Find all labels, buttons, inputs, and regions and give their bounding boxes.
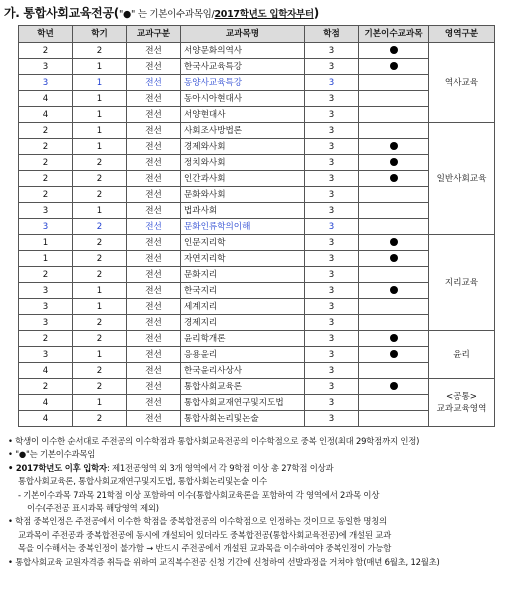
- year-cell: 2: [19, 43, 73, 59]
- table-header-row: [19, 26, 495, 43]
- type-cell: 전선: [127, 235, 181, 251]
- semester-cell: 1: [73, 203, 127, 219]
- table-row: [19, 75, 495, 91]
- semester-cell: 1: [73, 123, 127, 139]
- semester-cell: 2: [73, 43, 127, 59]
- credit-cell: 3: [305, 235, 359, 251]
- core-dot-icon: [390, 142, 398, 150]
- type-cell: 전선: [127, 139, 181, 155]
- credit-cell: 3: [305, 107, 359, 123]
- year-cell: 1: [19, 251, 73, 267]
- core-course-cell: [359, 75, 429, 91]
- credit-cell: 3: [305, 171, 359, 187]
- core-course-cell: [359, 59, 429, 75]
- table-row: [19, 59, 495, 75]
- note-5-line2: 교과목이 주전공과 중복합전공에 동시에 개설되어 있더라도 중복합전공(통합사회교육전공)에 개설된 교과: [18, 529, 392, 540]
- type-cell: 전선: [127, 187, 181, 203]
- course-name-cell: 한국윤리사상사: [181, 363, 305, 379]
- year-cell: 4: [19, 363, 73, 379]
- credit-cell: 3: [305, 347, 359, 363]
- credit-cell: 3: [305, 59, 359, 75]
- type-cell: 전선: [127, 107, 181, 123]
- core-course-cell: [359, 363, 429, 379]
- year-cell: 2: [19, 123, 73, 139]
- semester-cell: 2: [73, 411, 127, 427]
- semester-cell: 2: [73, 187, 127, 203]
- course-name-cell: 통합사회교육론: [181, 379, 305, 395]
- semester-cell: 1: [73, 395, 127, 411]
- year-cell: 3: [19, 299, 73, 315]
- credit-cell: 3: [305, 155, 359, 171]
- core-course-cell: [359, 299, 429, 315]
- course-name-cell: 경제와사회: [181, 139, 305, 155]
- semester-cell: 1: [73, 91, 127, 107]
- note-3-bold: • 2017학년도 이후 입학자: [8, 462, 107, 473]
- year-cell: 2: [19, 155, 73, 171]
- note-2: • "●"는 기본이수과목임: [8, 449, 96, 460]
- table-row: [19, 235, 495, 251]
- table-row: [19, 203, 495, 219]
- note-1: • 학생이 이수한 순서대로 주전공의 이수학점과 통합사회교육전공의 이수학점으로 중복 인정(최대 29학점까지 인정): [8, 436, 420, 446]
- core-course-cell: [359, 347, 429, 363]
- course-table: [18, 25, 495, 427]
- header-type: 교과구분: [127, 26, 181, 43]
- credit-cell: 3: [305, 203, 359, 219]
- year-cell: 3: [19, 315, 73, 331]
- course-name-cell: 한국사교육특강: [181, 59, 305, 75]
- credit-cell: 3: [305, 43, 359, 59]
- core-course-cell: [359, 395, 429, 411]
- core-dot-icon: [390, 382, 398, 390]
- core-dot-icon: [390, 174, 398, 182]
- table-row: [19, 411, 495, 427]
- table-row: [19, 331, 495, 347]
- credit-cell: 3: [305, 363, 359, 379]
- core-course-cell: [359, 43, 429, 59]
- note-5-line3: 목을 이수해서는 중복인정이 불가함 → 반드시 주전공에서 개설된 교과목을 이수하여야 중복인정이 가능함: [18, 543, 392, 554]
- type-cell: 전선: [127, 379, 181, 395]
- course-name-cell: 인문지리학: [181, 235, 305, 251]
- course-name-cell: 정치와사회: [181, 155, 305, 171]
- year-cell: 4: [19, 411, 73, 427]
- credit-cell: 3: [305, 299, 359, 315]
- year-cell: 4: [19, 107, 73, 123]
- core-dot-icon: [390, 158, 398, 166]
- type-cell: 전선: [127, 155, 181, 171]
- semester-cell: 1: [73, 139, 127, 155]
- core-course-cell: [359, 123, 429, 139]
- table-row: [19, 139, 495, 155]
- core-dot-icon: [390, 286, 398, 294]
- year-cell: 2: [19, 267, 73, 283]
- type-cell: 전선: [127, 91, 181, 107]
- note-4-line2: 이수(주전공 표시과목 해당영역 제외): [27, 503, 159, 514]
- core-course-cell: [359, 331, 429, 347]
- year-cell: 3: [19, 347, 73, 363]
- year-cell: 3: [19, 219, 73, 235]
- table-row: [19, 299, 495, 315]
- credit-cell: 3: [305, 379, 359, 395]
- area-cell: 일반사회교육: [429, 123, 495, 235]
- type-cell: 전선: [127, 171, 181, 187]
- semester-cell: 2: [73, 219, 127, 235]
- course-name-cell: 서양문화의역사: [181, 43, 305, 59]
- core-dot-icon: [390, 254, 398, 262]
- course-name-cell: 응용윤리: [181, 347, 305, 363]
- header-semester: 학기: [73, 26, 127, 43]
- title-highlight: 2017학년도 입학자부터: [214, 9, 314, 20]
- course-name-cell: 윤리학개론: [181, 331, 305, 347]
- table-row: [19, 155, 495, 171]
- credit-cell: 3: [305, 331, 359, 347]
- core-dot-icon: [390, 350, 398, 358]
- year-cell: 3: [19, 59, 73, 75]
- area-cell: 윤리: [429, 331, 495, 379]
- core-course-cell: [359, 219, 429, 235]
- course-name-cell: 문화지리: [181, 267, 305, 283]
- note-3-rest: : 제1전공영역 외 3개 영역에서 각 9학점 이상 총 27학점 이상과: [106, 462, 334, 473]
- title-prefix: 가. 통합사회교육전공(: [4, 6, 119, 20]
- course-name-cell: 인간과사회: [181, 171, 305, 187]
- semester-cell: 2: [73, 379, 127, 395]
- table-row: [19, 43, 495, 59]
- note-3-line2: 통합사회교육론, 통합사회교재연구및지도법, 통합사회논리및논술 이수: [18, 476, 268, 487]
- core-course-cell: [359, 411, 429, 427]
- core-dot-icon: [390, 238, 398, 246]
- core-course-cell: [359, 203, 429, 219]
- core-dot-icon: [390, 334, 398, 342]
- year-cell: 2: [19, 331, 73, 347]
- year-cell: 3: [19, 203, 73, 219]
- semester-cell: 2: [73, 171, 127, 187]
- course-name-cell: 통합사회교재연구및지도법: [181, 395, 305, 411]
- credit-cell: 3: [305, 315, 359, 331]
- year-cell: 2: [19, 139, 73, 155]
- course-name-cell: 자연지리학: [181, 251, 305, 267]
- table-row: [19, 251, 495, 267]
- semester-cell: 1: [73, 75, 127, 91]
- semester-cell: 2: [73, 331, 127, 347]
- core-course-cell: [359, 235, 429, 251]
- core-course-cell: [359, 315, 429, 331]
- year-cell: 2: [19, 187, 73, 203]
- course-name-cell: 한국지리: [181, 283, 305, 299]
- title-note: 는 기본이수과목임/: [135, 9, 215, 20]
- core-course-cell: [359, 267, 429, 283]
- notes: [8, 435, 508, 569]
- type-cell: 전선: [127, 267, 181, 283]
- header-course-name: 교과목명: [181, 26, 305, 43]
- credit-cell: 3: [305, 91, 359, 107]
- header-year: 학년: [19, 26, 73, 43]
- year-cell: 2: [19, 379, 73, 395]
- core-course-cell: [359, 171, 429, 187]
- type-cell: 전선: [127, 331, 181, 347]
- core-course-cell: [359, 251, 429, 267]
- type-cell: 전선: [127, 283, 181, 299]
- table-row: [19, 187, 495, 203]
- course-name-cell: 문화인류학의이해: [181, 219, 305, 235]
- core-course-cell: [359, 187, 429, 203]
- area-cell: 지리교육: [429, 235, 495, 331]
- course-name-cell: 동양사교육특강: [181, 75, 305, 91]
- credit-cell: 3: [305, 75, 359, 91]
- course-name-cell: 법과사회: [181, 203, 305, 219]
- table-row: [19, 395, 495, 411]
- core-course-cell: [359, 155, 429, 171]
- header-credit: 학점: [305, 26, 359, 43]
- type-cell: 전선: [127, 251, 181, 267]
- year-cell: 3: [19, 75, 73, 91]
- header-core: 기본이수교과목: [359, 26, 429, 43]
- semester-cell: 1: [73, 283, 127, 299]
- year-cell: 4: [19, 91, 73, 107]
- year-cell: 2: [19, 171, 73, 187]
- core-course-cell: [359, 107, 429, 123]
- credit-cell: 3: [305, 411, 359, 427]
- core-course-cell: [359, 379, 429, 395]
- area-cell: <공통> 교과교육영역: [429, 379, 495, 427]
- note-4: - 기본이수과목 7과목 21학점 이상 포함하여 이수(통합사회교육론을 포함하여 각 영역에서 2과목 이상: [18, 489, 380, 500]
- core-dot-icon: [390, 46, 398, 54]
- core-course-cell: [359, 91, 429, 107]
- title-suffix: ): [313, 6, 319, 20]
- course-name-cell: 사회조사방법론: [181, 123, 305, 139]
- table-row: [19, 283, 495, 299]
- year-cell: 3: [19, 283, 73, 299]
- note-6: • 통합사회교육 교원자격증 취득을 위하여 교직복수전공 신청 기간에 신청하여 선발과정을 거쳐야 함(매년 6월초, 12월초): [8, 556, 440, 567]
- table-body: [19, 43, 495, 427]
- area-cell: 역사교육: [429, 43, 495, 123]
- course-name-cell: 서양현대사: [181, 107, 305, 123]
- course-name-cell: 문화와사회: [181, 187, 305, 203]
- credit-cell: 3: [305, 219, 359, 235]
- core-course-cell: [359, 139, 429, 155]
- note-5: • 학점 중복인정은 주전공에서 이수한 학점을 중복합전공의 이수학점으로 인정하는 것이므로 동일한 명칭의: [8, 516, 387, 527]
- type-cell: 전선: [127, 203, 181, 219]
- semester-cell: 1: [73, 347, 127, 363]
- table-row: [19, 347, 495, 363]
- semester-cell: 2: [73, 315, 127, 331]
- semester-cell: 1: [73, 299, 127, 315]
- credit-cell: 3: [305, 283, 359, 299]
- note-3: [8, 462, 508, 475]
- type-cell: 전선: [127, 75, 181, 91]
- type-cell: 전선: [127, 363, 181, 379]
- table-row: [19, 123, 495, 139]
- type-cell: 전선: [127, 315, 181, 331]
- type-cell: 전선: [127, 395, 181, 411]
- semester-cell: 2: [73, 363, 127, 379]
- type-cell: 전선: [127, 347, 181, 363]
- type-cell: 전선: [127, 43, 181, 59]
- semester-cell: 1: [73, 59, 127, 75]
- semester-cell: 1: [73, 107, 127, 123]
- type-cell: 전선: [127, 219, 181, 235]
- credit-cell: 3: [305, 123, 359, 139]
- section-title: [4, 4, 319, 21]
- credit-cell: 3: [305, 267, 359, 283]
- course-name-cell: 경제지리: [181, 315, 305, 331]
- year-cell: 4: [19, 395, 73, 411]
- type-cell: 전선: [127, 299, 181, 315]
- type-cell: 전선: [127, 123, 181, 139]
- credit-cell: 3: [305, 251, 359, 267]
- year-cell: 1: [19, 235, 73, 251]
- table-row: [19, 171, 495, 187]
- credit-cell: 3: [305, 395, 359, 411]
- header-area: 영역구분: [429, 26, 495, 43]
- course-name-cell: 통합사회논리및논술: [181, 411, 305, 427]
- semester-cell: 2: [73, 155, 127, 171]
- credit-cell: 3: [305, 139, 359, 155]
- core-dot-icon: [390, 62, 398, 70]
- semester-cell: 2: [73, 251, 127, 267]
- semester-cell: 2: [73, 267, 127, 283]
- semester-cell: 2: [73, 235, 127, 251]
- table-row: [19, 107, 495, 123]
- course-name-cell: 동아시아현대사: [181, 91, 305, 107]
- course-name-cell: 세계지리: [181, 299, 305, 315]
- table-row: [19, 363, 495, 379]
- credit-cell: 3: [305, 187, 359, 203]
- title-dot: "●": [118, 9, 136, 20]
- type-cell: 전선: [127, 411, 181, 427]
- table-row: [19, 315, 495, 331]
- table-row: [19, 379, 495, 395]
- table-row: [19, 267, 495, 283]
- table-row: [19, 91, 495, 107]
- type-cell: 전선: [127, 59, 181, 75]
- core-course-cell: [359, 283, 429, 299]
- table-row: [19, 219, 495, 235]
